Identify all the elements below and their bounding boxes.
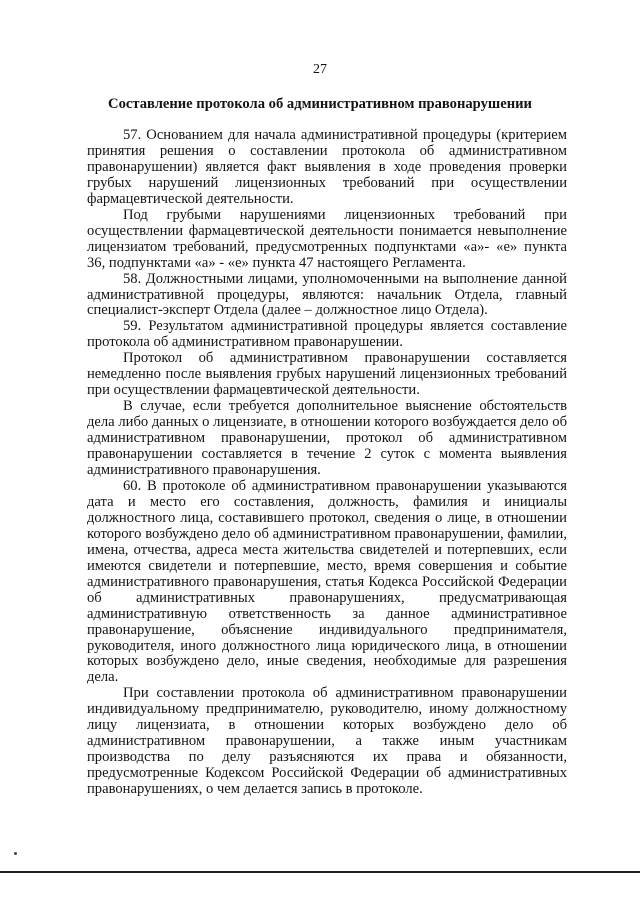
- scan-mark: [14, 852, 17, 855]
- paragraph-60: 60. В протоколе об административном правонарушении указываются дата и место его составления, должность, фамилия и инициалы должностного лица, составившего протокол, сведения о лице, в отношении которого возбуждено дело об административном правонарушении, фамилии, имена, отчества, адреса места жительства свидетелей и потерпевших, если имеются свидетели и потерпевшие, место, время совершения и событие административного правонарушения, статья Кодекса Российской Федерации об административных правонарушениях, предусматривающая административную ответственность за данное административное правонарушение, объяснение индивидуального предпринимателя, руководителя, иного должностного лица юридического лица, в отношении которых возбуждено дело, иные сведения, необходимые для разрешения дела.: [87, 477, 567, 686]
- paragraph-rights-explained: При составлении протокола об административном правонарушении индивидуальному предпринимателю, руководителю, иному должностному лицу лицензиата, в отношении которых возбуждено дело об административном правонарушении, а также иным участникам производства по делу разъясняются их права и обязанности, предусмотренные Кодексом Российской Федерации об административных правонарушениях, о чем делается запись в протоколе.: [87, 685, 567, 798]
- paragraph-59: 59. Результатом административной процедуры является составление протокола об административном правонарушении.: [87, 318, 567, 351]
- page-bottom-divider: [0, 871, 640, 873]
- paragraph-gross-violations: Под грубыми нарушениями лицензионных требований при осуществлении фармацевтической деятельности понимается невыполнение лицензиатом требований, предусмотренных подпунктами «а»- «е» пункта 36, подпунктами «а» - «е» пункта 47 настоящего Регламента.: [87, 206, 567, 271]
- paragraph-57: 57. Основанием для начала административной процедуры (критерием принятия решения о составлении протокола об административном правонарушении) является факт выявления в ходе проведения проверки грубых нарушений лицензионных требований при осуществлении фармацевтической деятельности.: [87, 127, 567, 207]
- page-number: 27: [313, 62, 327, 77]
- document-body: [87, 128, 567, 798]
- paragraph-additional-clarification: В случае, если требуется дополнительное выяснение обстоятельств дела либо данных о лицензиате, в отношении которого возбуждается дело об административном правонарушении, протокол об административном правонарушении составляется в течение 2 суток с момента выявления административного правонарушения.: [87, 398, 567, 479]
- section-heading: Составление протокола об административном правонарушении: [108, 96, 532, 112]
- paragraph-protocol-immediately: Протокол об административном правонарушении составляется немедленно после выявления грубых нарушений лицензионных требований при осуществлении фармацевтической деятельности.: [87, 350, 567, 399]
- paragraph-58: 58. Должностными лицами, уполномоченными на выполнение данной административной процедуры, являются: начальник Отдела, главный специалист-эксперт Отдела (далее – должностное лицо Отдела).: [87, 270, 567, 319]
